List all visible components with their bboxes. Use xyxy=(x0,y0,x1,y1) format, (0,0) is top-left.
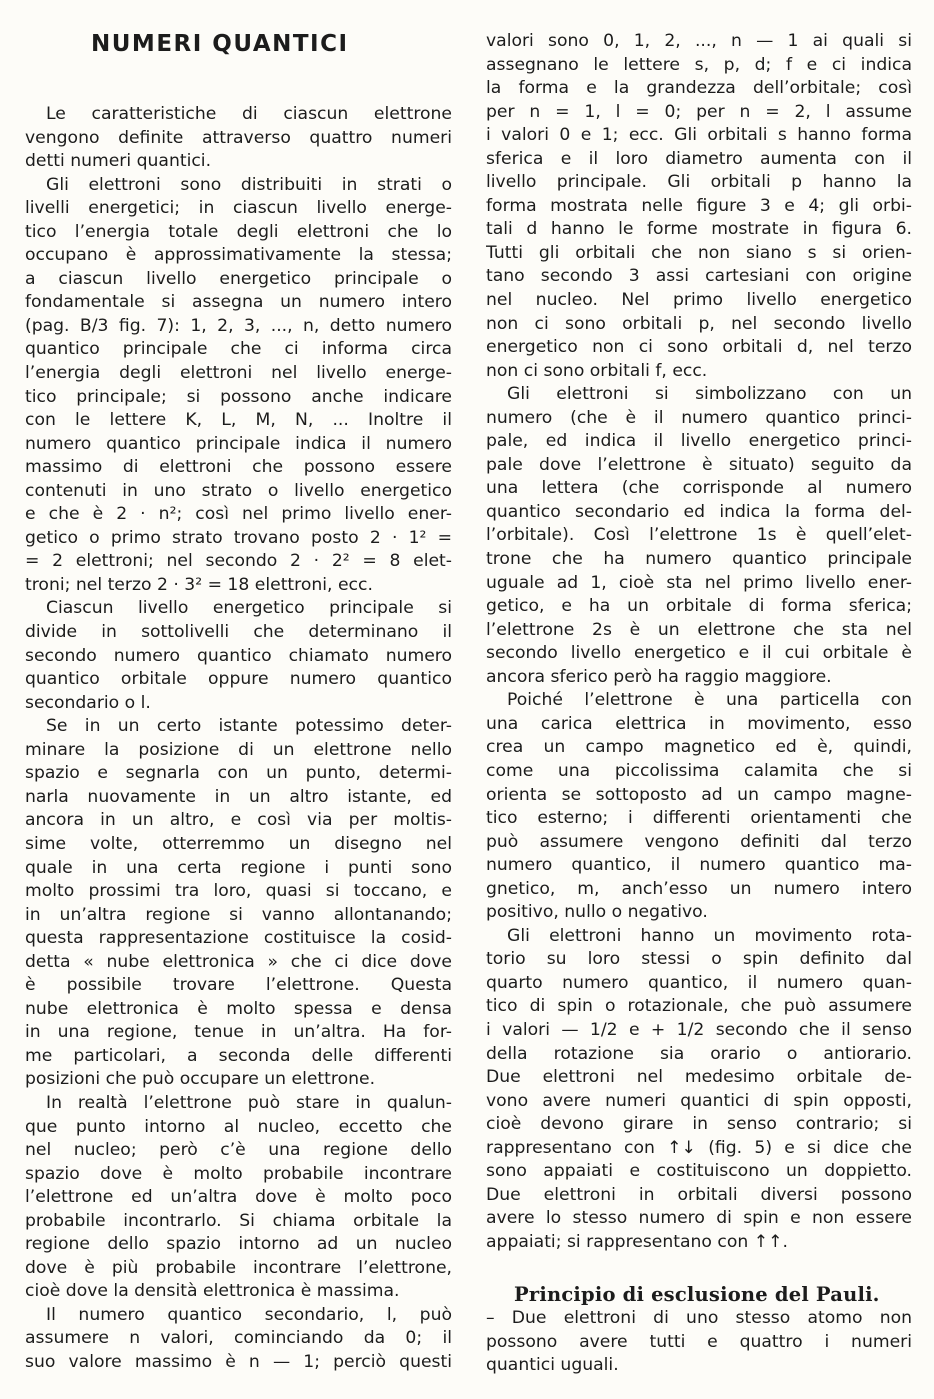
text-line: nel nucleo. Nel primo livello energetico xyxy=(486,290,912,311)
text-line: Il numero quantico secondario, l, può xyxy=(46,1304,452,1325)
text-line: Gli elettroni hanno un movimento rota- xyxy=(507,925,912,946)
text-line: Poiché l’elettrone è una particella con xyxy=(507,690,912,711)
text-line: narla nuovamente in un altro istante, ed xyxy=(25,786,452,807)
text-line: = 2 elettroni; nel secondo 2 · 2² = 8 elet- xyxy=(25,551,452,572)
text-line: molto prossimi tra loro, quasi si toccano, e xyxy=(25,881,452,902)
text-line: tico esterno; i differenti orientamenti che xyxy=(486,808,912,829)
text-line: uguale ad 1, cioè sta nel primo livello ener- xyxy=(486,572,912,593)
text-line: nel nucleo; però c’è una regione dello xyxy=(25,1140,452,1161)
text-line: avere lo stesso numero di spin e non essere xyxy=(486,1208,912,1229)
text-line: quantico orbitale oppure numero quantico xyxy=(25,669,452,690)
text-line: quale in una certa regione i punti sono xyxy=(25,857,452,878)
text-line: l’elettrone 2s è un elettrone che sta nel xyxy=(486,619,912,640)
text-line: nube elettronica è molto spessa e densa xyxy=(25,998,452,1019)
text-line: tico l’energia totale degli elettroni che lo xyxy=(25,221,452,242)
text-line: numero quantico principale indica il numero xyxy=(25,433,452,454)
text-line: detta « nube elettronica » che ci dice dove xyxy=(25,951,452,972)
text-line: tico di spin o rotazionale, che può assumere xyxy=(486,996,912,1017)
text-line: questa rappresentazione costituisce la cosid- xyxy=(25,928,452,949)
text-line: rappresentano con ↑↓ (fig. 5) e si dice che xyxy=(486,1137,912,1158)
text-line: Le caratteristiche di ciascun elettrone xyxy=(46,104,452,124)
text-line: sime volte, otterremmo un disegno nel xyxy=(25,833,452,854)
text-line: Se in un certo istante potessimo deter- xyxy=(46,716,452,737)
text-line: troni; nel terzo 2 · 3² = 18 elettroni, ecc. xyxy=(25,574,373,595)
text-line: quantici uguali. xyxy=(486,1355,619,1376)
text-line: a ciascun livello energetico principale o xyxy=(25,268,452,289)
text-line: secondo livello energetico e il cui orbitale è xyxy=(486,643,912,664)
text-line: numero (che è il numero quantico princi- xyxy=(486,407,912,428)
text-line: Ciascun livello energetico principale si xyxy=(46,598,452,619)
text-line: energetico non ci sono orbitali d, nel terzo xyxy=(486,337,912,358)
text-line: vono avere numeri quantici di spin opposti, xyxy=(486,1090,912,1111)
text-line: trone che ha numero quantico principale xyxy=(486,549,912,570)
text-line: è possibile trovare l’elettrone. Questa xyxy=(25,975,452,996)
pauli-principle-text xyxy=(486,1307,912,1378)
text-line: sono appaiati e costituiscono un doppietto. xyxy=(486,1161,912,1182)
text-line: secondo numero quantico chiamato numero xyxy=(25,645,452,666)
text-line: secondario o l. xyxy=(25,692,151,713)
text-line: per n = 1, l = 0; per n = 2, l assume xyxy=(486,101,912,122)
text-line: della rotazione sia orario o antiorario. xyxy=(486,1043,912,1064)
text-line: detti numeri quantici. xyxy=(25,151,212,172)
text-line: suo valore massimo è n — 1; perciò questi xyxy=(25,1351,452,1372)
text-line: può assumere vengono definiti dal terzo xyxy=(486,831,912,852)
text-line: l’energia degli elettroni nel livello energe- xyxy=(25,363,452,384)
text-line: valori sono 0, 1, 2, ..., n — 1 ai quali si xyxy=(486,31,912,51)
left-column-text xyxy=(25,103,452,1375)
text-line: getico o primo strato trovano posto 2 · 1² = xyxy=(25,527,452,548)
text-line: i valori — 1/2 e + 1/2 secondo che il senso xyxy=(486,1019,912,1040)
text-line: assumere n valori, cominciando da 0; il xyxy=(25,1328,452,1349)
text-line: sferica e il loro diametro aumenta con il xyxy=(486,148,912,169)
text-line: non ci sono orbitali p, nel secondo livello xyxy=(486,313,912,334)
text-line: appaiati; si rappresentano con ↑↑. xyxy=(486,1231,788,1252)
text-line: que punto intorno al nucleo, eccetto che xyxy=(25,1116,452,1137)
text-line: contenuti in uno strato o livello energetico xyxy=(25,480,452,501)
text-line: me particolari, a seconda delle differenti xyxy=(25,1045,452,1066)
text-line: in una regione, tenue in un’altra. Ha for- xyxy=(25,1022,452,1043)
text-line: la forma e la grandezza dell’orbitale; così xyxy=(486,78,912,99)
text-line: quantico principale che ci informa circa xyxy=(25,339,452,360)
text-line: divide in sottolivelli che determinano il xyxy=(25,622,452,643)
text-line: con le lettere K, L, M, N, ... Inoltre il xyxy=(25,410,452,431)
right-column-text xyxy=(486,30,912,1254)
text-line: non ci sono orbitali f, ecc. xyxy=(486,360,708,381)
text-line: assegnano le lettere s, p, d; f e ci indica xyxy=(486,54,912,75)
text-line: fondamentale si assegna un numero intero xyxy=(25,292,452,313)
text-line: getico, e ha un orbitale di forma sferica; xyxy=(486,596,912,617)
text-line: dove è più probabile incontrare l’elettrone, xyxy=(25,1257,452,1278)
text-line: massimo di elettroni che possono essere xyxy=(25,457,452,478)
text-line: torio su loro stessi o spin definito dal xyxy=(486,949,912,970)
text-line: In realtà l’elettrone può stare in qualun- xyxy=(46,1092,452,1113)
text-line: quantico secondario ed indica la forma del- xyxy=(486,501,912,522)
text-line: in un’altra regione si vanno allontanando; xyxy=(25,904,452,925)
text-line: l’elettrone ed un’altra dove è molto poco xyxy=(25,1187,452,1208)
text-line: Due elettroni in orbitali diversi possono xyxy=(486,1184,912,1205)
text-line: come una piccolissima calamita che si xyxy=(486,760,912,781)
text-line: orienta se sottoposto ad un campo magne- xyxy=(486,784,912,805)
text-line: cioè devono girare in senso contrario; si xyxy=(486,1114,912,1135)
text-line: numero quantico, il numero quantico ma- xyxy=(486,855,912,876)
text-line: posizioni che può occupare un elettrone. xyxy=(25,1069,376,1090)
text-line: e che è 2 · n²; così nel primo livello ener- xyxy=(25,504,452,525)
text-line: occupano è approssimativamente la stessa; xyxy=(25,245,452,266)
text-line: tali d hanno le forme mostrate in figura 6. xyxy=(486,219,912,240)
text-line: livelli energetici; in ciascun livello energe- xyxy=(25,198,452,219)
text-line: una lettera (che corrisponde al numero xyxy=(486,478,912,499)
text-line: Tutti gli orbitali che non siano s si orien- xyxy=(486,242,912,263)
text-line: (pag. B/3 fig. 7): 1, 2, 3, ..., n, detto numero xyxy=(25,315,452,336)
text-line: crea un campo magnetico ed è, quindi, xyxy=(486,737,912,758)
text-line: minare la posizione di un elettrone nello xyxy=(25,739,452,760)
text-line: positivo, nullo o negativo. xyxy=(486,902,708,923)
text-line: pale, ed indica il livello energetico princi- xyxy=(486,431,912,452)
text-line: pale dove l’elettrone è situato) seguito da xyxy=(486,454,912,475)
text-line: Gli elettroni si simbolizzano con un xyxy=(507,384,912,405)
text-line: vengono definite attraverso quattro numeri xyxy=(25,127,452,148)
text-line: quarto numero quantico, il numero quan- xyxy=(486,972,912,993)
text-line: cioè dove la densità elettronica è massima. xyxy=(25,1281,400,1302)
text-line: spazio e segnarla con un punto, determi- xyxy=(25,763,452,784)
text-line: una carica elettrica in movimento, esso xyxy=(486,713,912,734)
page-title: NUMERI QUANTICI xyxy=(91,31,349,57)
text-line: possono avere tutti e quattro i numeri xyxy=(486,1331,912,1352)
text-line: ancora sferico però ha raggio maggiore. xyxy=(486,666,832,687)
section-heading-pauli: Principio di esclusione del Pauli. xyxy=(514,1283,880,1306)
text-line: forma mostrata nelle figure 3 e 4; gli orbi- xyxy=(486,195,912,216)
text-line: probabile incontrarlo. Si chiama orbitale la xyxy=(25,1210,452,1231)
text-line: livello principale. Gli orbitali p hanno la xyxy=(486,172,912,193)
text-line: l’orbitale). Così l’elettrone 1s è quell’elet- xyxy=(486,525,912,546)
text-line: ancora in un altro, e così via per moltis- xyxy=(25,810,452,831)
text-line: Gli elettroni sono distribuiti in strati o xyxy=(46,174,452,195)
text-line: Due elettroni nel medesimo orbitale de- xyxy=(486,1067,912,1088)
text-line: spazio dove è molto probabile incontrare xyxy=(25,1163,452,1184)
text-line: regione dello spazio intorno ad un nucleo xyxy=(25,1234,452,1255)
text-line: tico principale; si possono anche indicare xyxy=(25,386,452,407)
text-line: gnetico, m, anch’esso un numero intero xyxy=(486,878,912,899)
text-line: i valori 0 e 1; ecc. Gli orbitali s hanno forma xyxy=(486,125,912,146)
text-line: tano secondo 3 assi cartesiani con origine xyxy=(486,266,912,287)
text-line: – Due elettroni di uno stesso atomo non xyxy=(486,1308,912,1328)
